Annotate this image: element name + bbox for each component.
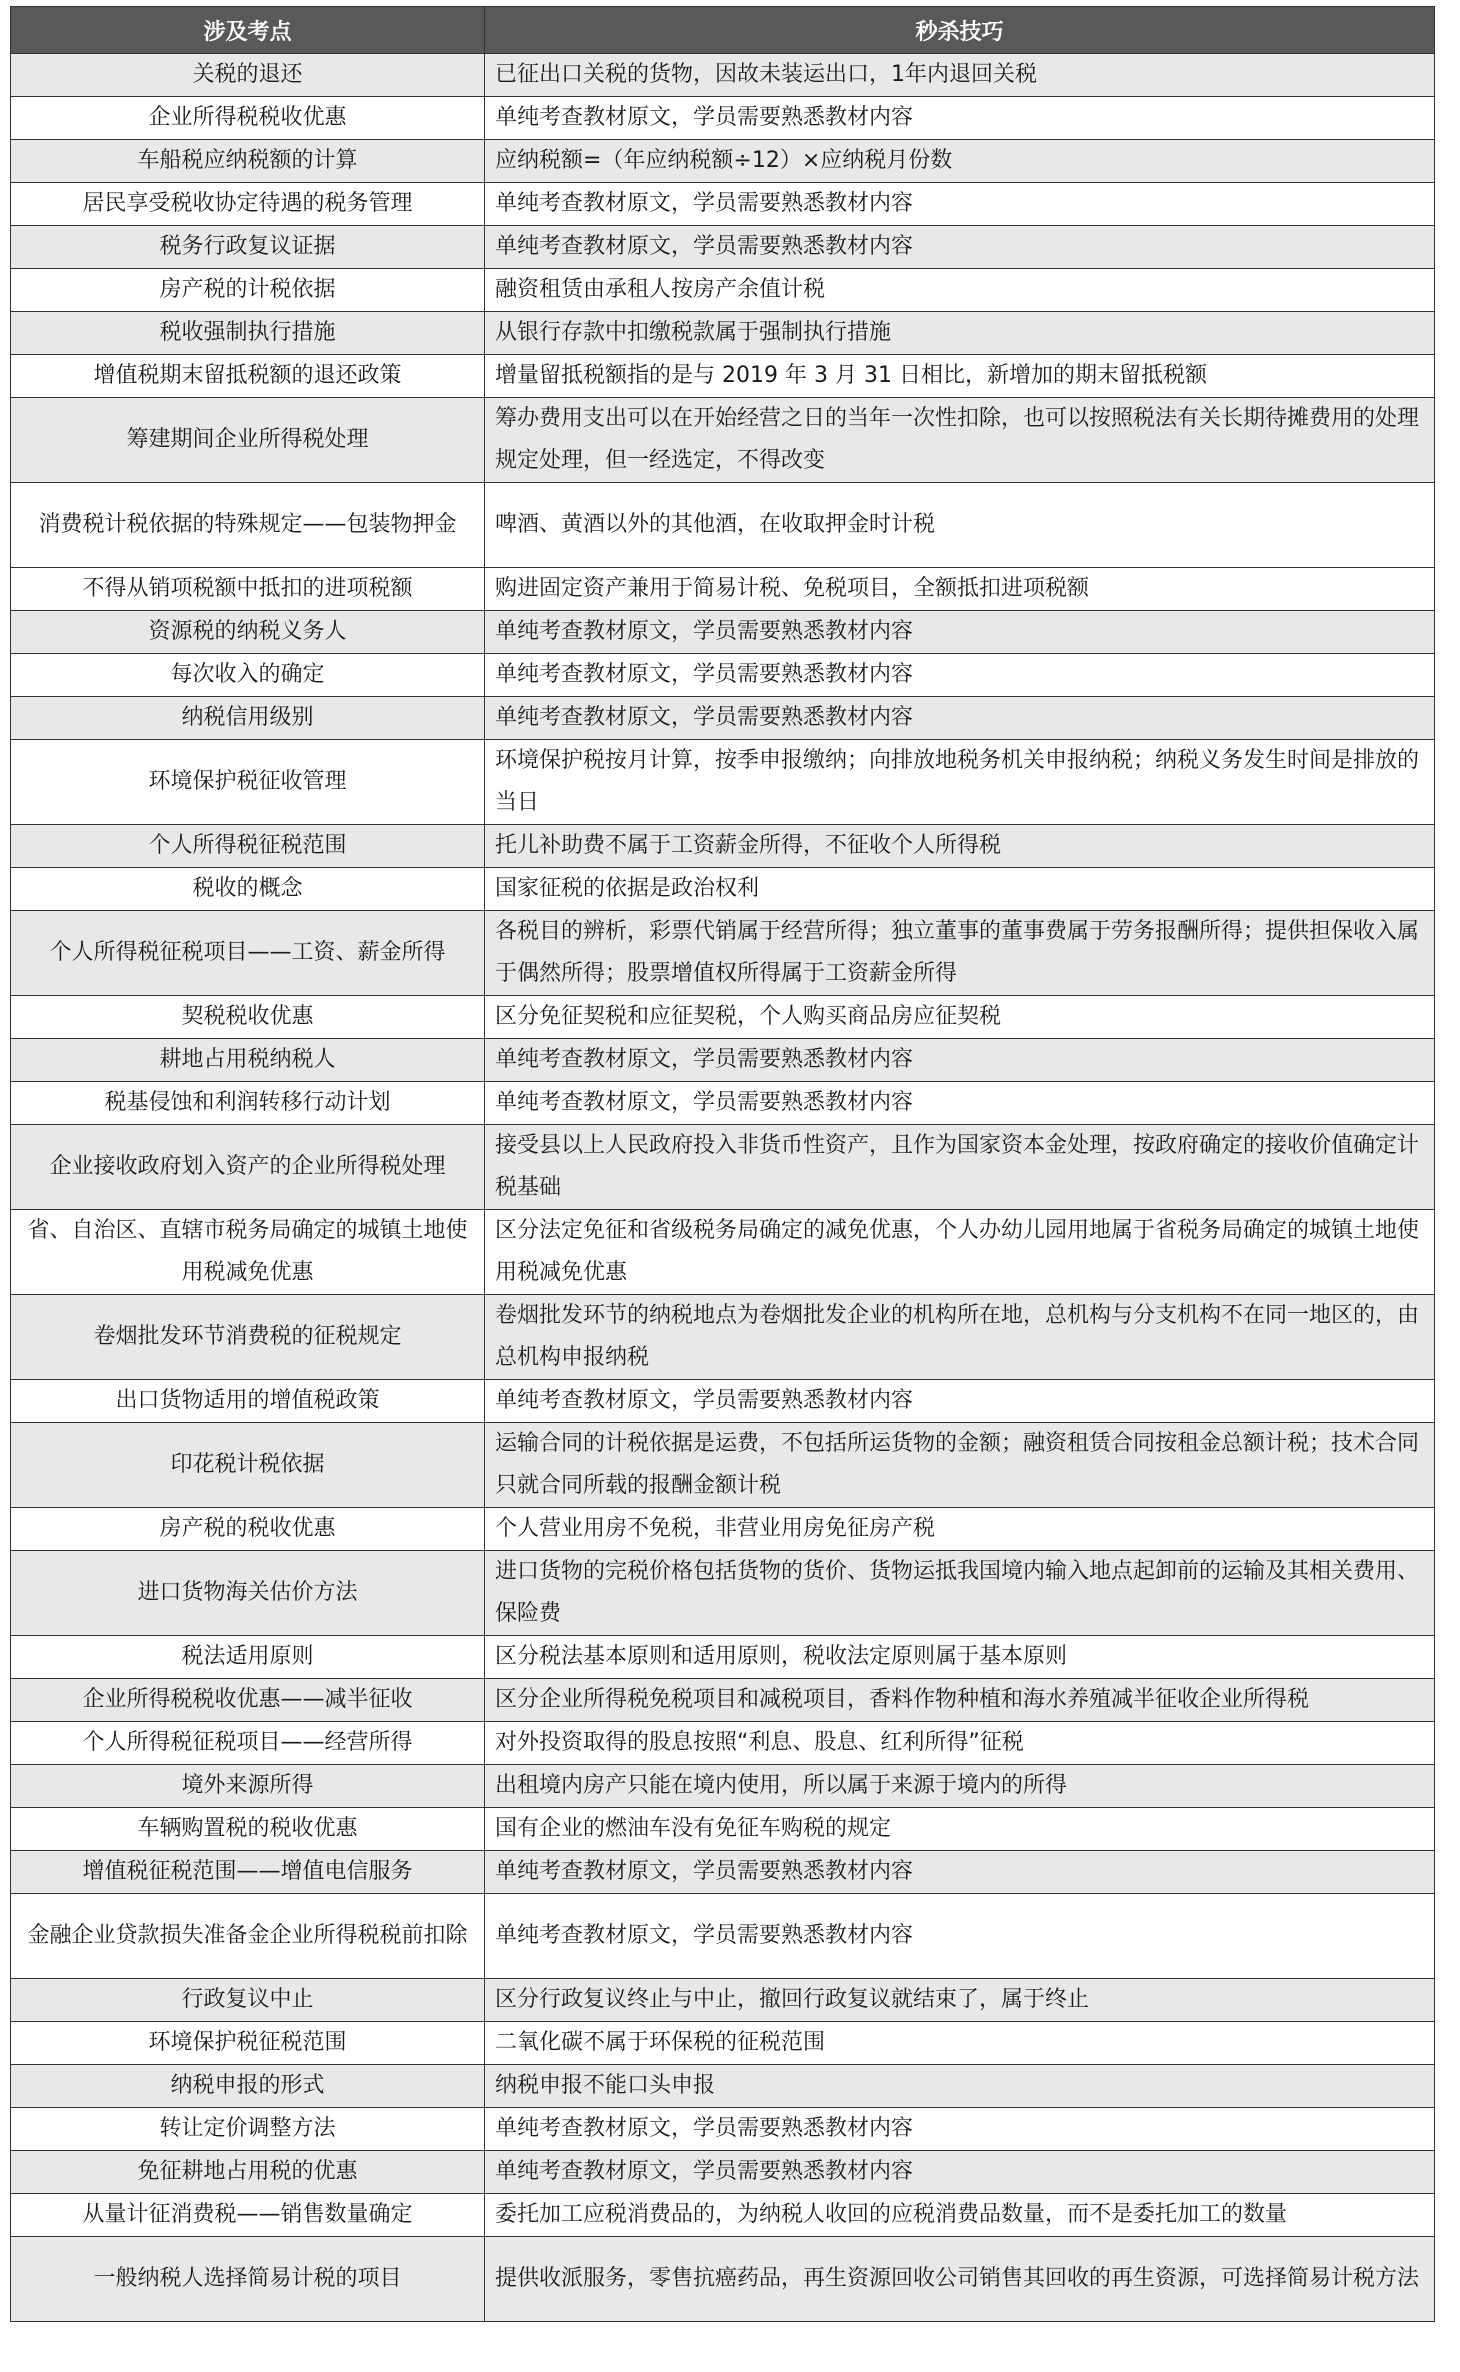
row-tip: 单纯考查教材原文，学员需要熟悉教材内容 — [485, 2151, 1435, 2194]
row-tip: 从银行存款中扣缴税款属于强制执行措施 — [485, 312, 1435, 355]
row-topic: 出口货物适用的增值税政策 — [11, 1380, 485, 1423]
row-topic: 税法适用原则 — [11, 1636, 485, 1679]
header-topic: 涉及考点 — [11, 7, 485, 54]
table-row — [11, 226, 1435, 269]
row-topic: 契税税收优惠 — [11, 996, 485, 1039]
row-tip: 区分免征契税和应征契税，个人购买商品房应征契税 — [485, 996, 1435, 1039]
table-row — [11, 269, 1435, 312]
tax-tips-table-wrapper — [10, 6, 1434, 2322]
row-tip: 环境保护税按月计算，按季申报缴纳；向排放地税务机关申报纳税；纳税义务发生时间是排放的当日 — [485, 740, 1435, 825]
table-row — [11, 183, 1435, 226]
row-tip: 对外投资取得的股息按照“利息、股息、红利所得”征税 — [485, 1722, 1435, 1765]
row-tip: 单纯考查教材原文，学员需要熟悉教材内容 — [485, 1851, 1435, 1894]
table-row — [11, 1679, 1435, 1722]
row-topic: 企业所得税税收优惠 — [11, 97, 485, 140]
row-topic: 房产税的计税依据 — [11, 269, 485, 312]
row-topic: 税务行政复议证据 — [11, 226, 485, 269]
row-topic: 个人所得税征税项目——工资、薪金所得 — [11, 911, 485, 996]
row-tip: 国家征税的依据是政治权利 — [485, 868, 1435, 911]
row-tip: 区分法定免征和省级税务局确定的减免优惠，个人办幼儿园用地属于省税务局确定的城镇土地使用税减免优惠 — [485, 1210, 1435, 1295]
row-topic: 企业所得税税收优惠——减半征收 — [11, 1679, 485, 1722]
row-tip: 单纯考查教材原文，学员需要熟悉教材内容 — [485, 226, 1435, 269]
row-topic: 进口货物海关估价方法 — [11, 1551, 485, 1636]
table-row — [11, 568, 1435, 611]
table-row — [11, 911, 1435, 996]
row-topic: 转让定价调整方法 — [11, 2108, 485, 2151]
table-row — [11, 1423, 1435, 1508]
table-row — [11, 697, 1435, 740]
row-topic: 税收强制执行措施 — [11, 312, 485, 355]
row-tip: 二氧化碳不属于环保税的征税范围 — [485, 2022, 1435, 2065]
row-tip: 提供收派服务，零售抗癌药品，再生资源回收公司销售其回收的再生资源，可选择简易计税方法 — [485, 2237, 1435, 2322]
table-row — [11, 2022, 1435, 2065]
table-row — [11, 1508, 1435, 1551]
row-tip: 托儿补助费不属于工资薪金所得，不征收个人所得税 — [485, 825, 1435, 868]
table-row — [11, 2065, 1435, 2108]
row-tip: 个人营业用房不免税，非营业用房免征房产税 — [485, 1508, 1435, 1551]
row-topic: 企业接收政府划入资产的企业所得税处理 — [11, 1125, 485, 1210]
table-row — [11, 1125, 1435, 1210]
row-tip: 进口货物的完税价格包括货物的货价、货物运抵我国境内输入地点起卸前的运输及其相关费用、保险费 — [485, 1551, 1435, 1636]
row-tip: 委托加工应税消费品的，为纳税人收回的应税消费品数量，而不是委托加工的数量 — [485, 2194, 1435, 2237]
table-row — [11, 740, 1435, 825]
header-tip: 秒杀技巧 — [485, 7, 1435, 54]
row-tip: 区分行政复议终止与中止，撤回行政复议就结束了，属于终止 — [485, 1979, 1435, 2022]
row-topic: 金融企业贷款损失准备金企业所得税税前扣除 — [11, 1894, 485, 1979]
table-row — [11, 1722, 1435, 1765]
table-row — [11, 312, 1435, 355]
table-row — [11, 1210, 1435, 1295]
table-header-row — [11, 7, 1435, 54]
row-tip: 单纯考查教材原文，学员需要熟悉教材内容 — [485, 183, 1435, 226]
row-topic: 卷烟批发环节消费税的征税规定 — [11, 1295, 485, 1380]
row-topic: 耕地占用税纳税人 — [11, 1039, 485, 1082]
table-row — [11, 140, 1435, 183]
table-row — [11, 483, 1435, 568]
row-topic: 行政复议中止 — [11, 1979, 485, 2022]
row-topic: 一般纳税人选择简易计税的项目 — [11, 2237, 485, 2322]
row-tip: 区分税法基本原则和适用原则，税收法定原则属于基本原则 — [485, 1636, 1435, 1679]
row-tip: 单纯考查教材原文，学员需要熟悉教材内容 — [485, 1380, 1435, 1423]
row-tip: 各税目的辨析，彩票代销属于经营所得；独立董事的董事费属于劳务报酬所得；提供担保收入属于偶然所得；股票增值权所得属于工资薪金所得 — [485, 911, 1435, 996]
table-row — [11, 825, 1435, 868]
table-row — [11, 54, 1435, 97]
table-row — [11, 1894, 1435, 1979]
table-row — [11, 1039, 1435, 1082]
row-tip: 运输合同的计税依据是运费，不包括所运货物的金额；融资租赁合同按租金总额计税；技术合同只就合同所载的报酬金额计税 — [485, 1423, 1435, 1508]
row-topic: 车船税应纳税额的计算 — [11, 140, 485, 183]
table-row — [11, 355, 1435, 398]
table-row — [11, 1851, 1435, 1894]
row-tip: 纳税申报不能口头申报 — [485, 2065, 1435, 2108]
table-row — [11, 1082, 1435, 1125]
table-row — [11, 611, 1435, 654]
row-topic: 个人所得税征税范围 — [11, 825, 485, 868]
row-topic: 关税的退还 — [11, 54, 485, 97]
row-topic: 增值税征税范围——增值电信服务 — [11, 1851, 485, 1894]
row-tip: 增量留抵税额指的是与 2019 年 3 月 31 日相比，新增加的期末留抵税额 — [485, 355, 1435, 398]
row-tip: 单纯考查教材原文，学员需要熟悉教材内容 — [485, 1894, 1435, 1979]
table-row — [11, 1295, 1435, 1380]
row-tip: 融资租赁由承租人按房产余值计税 — [485, 269, 1435, 312]
row-tip: 单纯考查教材原文，学员需要熟悉教材内容 — [485, 2108, 1435, 2151]
row-topic: 消费税计税依据的特殊规定——包装物押金 — [11, 483, 485, 568]
row-topic: 环境保护税征收管理 — [11, 740, 485, 825]
row-tip: 应纳税额=（年应纳税额÷12）×应纳税月份数 — [485, 140, 1435, 183]
row-tip: 已征出口关税的货物，因故未装运出口，1年内退回关税 — [485, 54, 1435, 97]
row-tip: 单纯考查教材原文，学员需要熟悉教材内容 — [485, 1039, 1435, 1082]
row-tip: 出租境内房产只能在境内使用，所以属于来源于境内的所得 — [485, 1765, 1435, 1808]
table-row — [11, 2108, 1435, 2151]
table-row — [11, 654, 1435, 697]
row-tip: 啤酒、黄酒以外的其他酒，在收取押金时计税 — [485, 483, 1435, 568]
row-topic: 环境保护税征税范围 — [11, 2022, 485, 2065]
row-topic: 个人所得税征税项目——经营所得 — [11, 1722, 485, 1765]
table-row — [11, 1380, 1435, 1423]
tax-tips-table — [10, 6, 1435, 2322]
row-tip: 单纯考查教材原文，学员需要熟悉教材内容 — [485, 654, 1435, 697]
row-topic: 车辆购置税的税收优惠 — [11, 1808, 485, 1851]
table-row — [11, 1808, 1435, 1851]
row-topic: 每次收入的确定 — [11, 654, 485, 697]
row-tip: 单纯考查教材原文，学员需要熟悉教材内容 — [485, 97, 1435, 140]
row-topic: 境外来源所得 — [11, 1765, 485, 1808]
row-topic: 不得从销项税额中抵扣的进项税额 — [11, 568, 485, 611]
table-row — [11, 1765, 1435, 1808]
row-topic: 纳税信用级别 — [11, 697, 485, 740]
row-tip: 单纯考查教材原文，学员需要熟悉教材内容 — [485, 611, 1435, 654]
row-topic: 增值税期末留抵税额的退还政策 — [11, 355, 485, 398]
row-topic: 免征耕地占用税的优惠 — [11, 2151, 485, 2194]
row-topic: 筹建期间企业所得税处理 — [11, 398, 485, 483]
row-tip: 区分企业所得税免税项目和减税项目，香料作物种植和海水养殖减半征收企业所得税 — [485, 1679, 1435, 1722]
row-topic: 从量计征消费税——销售数量确定 — [11, 2194, 485, 2237]
row-tip: 接受县以上人民政府投入非货币性资产，且作为国家资本金处理，按政府确定的接收价值确定计税基础 — [485, 1125, 1435, 1210]
row-tip: 卷烟批发环节的纳税地点为卷烟批发企业的机构所在地，总机构与分支机构不在同一地区的，由总机构申报纳税 — [485, 1295, 1435, 1380]
row-topic: 居民享受税收协定待遇的税务管理 — [11, 183, 485, 226]
table-row — [11, 996, 1435, 1039]
row-tip: 购进固定资产兼用于简易计税、免税项目，全额抵扣进项税额 — [485, 568, 1435, 611]
table-row — [11, 1551, 1435, 1636]
table-row — [11, 1636, 1435, 1679]
row-topic: 印花税计税依据 — [11, 1423, 485, 1508]
row-topic: 税基侵蚀和利润转移行动计划 — [11, 1082, 485, 1125]
row-tip: 单纯考查教材原文，学员需要熟悉教材内容 — [485, 697, 1435, 740]
table-row — [11, 1979, 1435, 2022]
row-topic: 资源税的纳税义务人 — [11, 611, 485, 654]
row-tip: 单纯考查教材原文，学员需要熟悉教材内容 — [485, 1082, 1435, 1125]
row-tip: 筹办费用支出可以在开始经营之日的当年一次性扣除，也可以按照税法有关长期待摊费用的处理规定处理，但一经选定，不得改变 — [485, 398, 1435, 483]
table-body — [11, 54, 1435, 2322]
row-topic: 房产税的税收优惠 — [11, 1508, 485, 1551]
table-row — [11, 2237, 1435, 2322]
row-topic: 省、自治区、直辖市税务局确定的城镇土地使用税减免优惠 — [11, 1210, 485, 1295]
row-tip: 国有企业的燃油车没有免征车购税的规定 — [485, 1808, 1435, 1851]
table-row — [11, 2151, 1435, 2194]
table-row — [11, 398, 1435, 483]
table-row — [11, 97, 1435, 140]
table-row — [11, 868, 1435, 911]
row-topic: 纳税申报的形式 — [11, 2065, 485, 2108]
row-topic: 税收的概念 — [11, 868, 485, 911]
table-row — [11, 2194, 1435, 2237]
